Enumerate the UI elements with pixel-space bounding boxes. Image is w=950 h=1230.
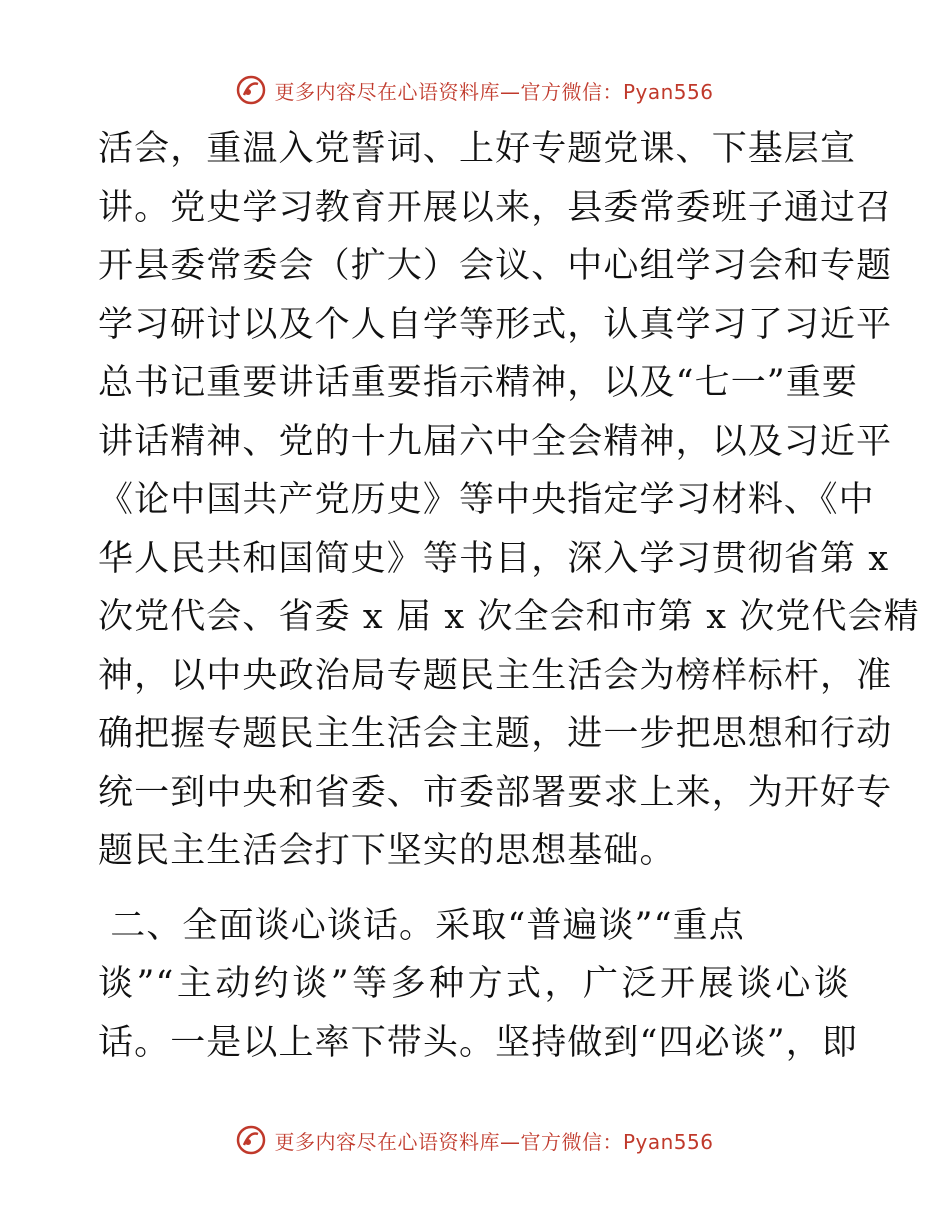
document-body — [98, 120, 920, 1072]
header-watermark — [0, 70, 950, 110]
text-line: 二、全面谈心谈话。采取“普遍谈”“重点 — [98, 905, 745, 946]
text-line: 华人民共和国简史》等书目，深入学习贯彻省第 x — [98, 538, 890, 579]
text-line: 谈”“主动约谈”等多种方式，广泛开展谈心谈 — [98, 964, 850, 1004]
text-line: 活会，重温入党誓词、上好专题党课、下基层宣 — [98, 129, 857, 169]
text-line: 确把握专题民主生活会主题，进一步把思想和行动 — [98, 714, 893, 754]
watermark-text: 更多内容尽在心语资料库—官方微信：Pyan556 — [274, 79, 714, 104]
seal-logo-icon — [236, 75, 266, 105]
text-line: 总书记重要讲话重要指示精神，以及“七一”重要 — [98, 363, 858, 403]
text-line: 开县委常委会（扩大）会议、中心组学习会和专题 — [98, 246, 893, 286]
text-line: 统一到中央和省委、市委部署要求上来，为开好专 — [98, 772, 893, 813]
text-line: 次党代会、省委 x 届 x 次全会和市第 x 次党代会精 — [98, 597, 920, 637]
text-line: 学习研讨以及个人自学等形式，认真学习了习近平 — [98, 304, 893, 345]
text-line: 《论中国共产党历史》等中央指定学习材料、《中 — [98, 480, 875, 520]
text-line: 话。一是以上率下带头。坚持做到“四必谈”，即 — [98, 1022, 858, 1063]
watermark-text: 更多内容尽在心语资料库—官方微信：Pyan556 — [274, 1129, 714, 1154]
text-line: 神，以中央政治局专题民主生活会为榜样标杆，准 — [98, 655, 893, 696]
seal-logo-icon — [236, 1125, 266, 1155]
paragraph-1 — [98, 120, 920, 881]
text-line: 讲。党史学习教育开展以来，县委常委班子通过召 — [98, 187, 893, 228]
paragraph-2 — [98, 897, 858, 1073]
footer-watermark — [0, 1120, 950, 1160]
text-line: 讲话精神、党的十九届六中全会精神，以及习近平 — [98, 421, 893, 462]
text-line: 题民主生活会打下坚实的思想基础。 — [98, 831, 676, 871]
